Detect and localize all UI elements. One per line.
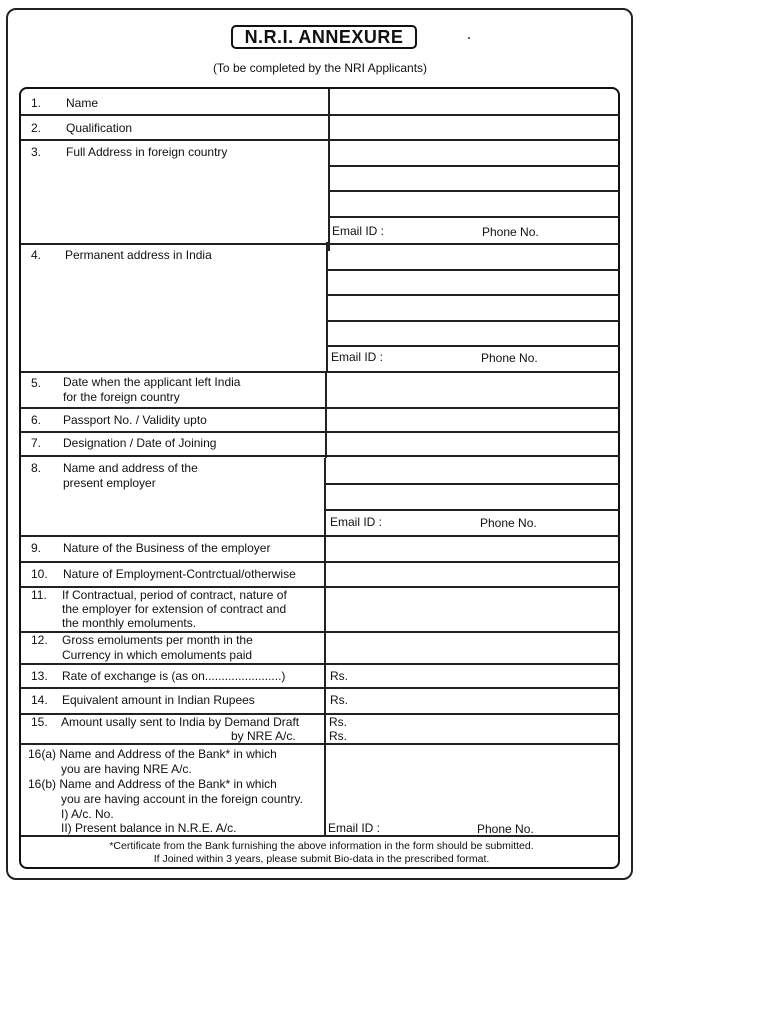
row-number: 14.: [31, 693, 48, 707]
row-number: 12.: [31, 633, 48, 647]
row-number: 10.: [31, 567, 48, 581]
email-label: Email ID :: [328, 821, 381, 835]
answer-line: [326, 320, 620, 322]
row-border: [21, 687, 620, 689]
answer-line: [326, 345, 620, 347]
row-number: 1.: [31, 96, 42, 110]
row-border: [21, 114, 620, 116]
column-divider: [325, 372, 327, 458]
row-border: [21, 663, 620, 665]
row-number: 15.: [31, 715, 48, 729]
row-number: 8.: [31, 461, 42, 475]
field-label-name: Name: [66, 96, 99, 110]
row-number: 5.: [31, 376, 42, 390]
field-label-bank-16a: 16(a) Name and Address of the Bank* in which: [28, 747, 277, 761]
answer-line: [324, 483, 620, 485]
row-number: 11.: [31, 588, 47, 602]
phone-label: Phone No.: [480, 516, 537, 530]
field-label-emoluments-1: Gross emoluments per month in the: [62, 633, 253, 647]
field-label-qualification: Qualification: [66, 121, 133, 135]
field-label-contract-3: the monthly emoluments.: [62, 616, 197, 630]
row-border: [21, 431, 620, 433]
field-label-bank-16b-2: you are having account in the foreign country.: [61, 792, 303, 806]
field-label-account-no: I) A/c. No.: [61, 807, 114, 821]
row-border: [21, 561, 620, 563]
field-label-inr-amount: Equivalent amount in Indian Rupees: [62, 693, 255, 707]
nri-form-table: [19, 87, 620, 869]
field-label-dd-amount-1: Amount usally sent to India by Demand Draft: [61, 715, 300, 729]
answer-line: [328, 165, 620, 167]
page-subtitle: (To be completed by the NRI Applicants): [212, 61, 428, 75]
page-title: N.R.I. ANNEXURE: [231, 25, 417, 49]
field-label-exchange-rate: Rate of exchange is (as on.......................): [62, 669, 286, 683]
row-border: [21, 139, 620, 141]
footer-note-1: *Certificate from the Bank furnishing the above information in the form should be submitted.: [109, 840, 534, 852]
field-label-business: Nature of the Business of the employer: [63, 541, 271, 555]
stray-mark: [468, 37, 470, 39]
column-divider: [326, 242, 328, 372]
row-border: [21, 407, 620, 409]
email-label: Email ID :: [330, 515, 383, 529]
field-label-contract-2: the employer for extension of contract and: [62, 602, 287, 616]
field-label-bank-16b: 16(b) Name and Address of the Bank* in which: [28, 777, 277, 791]
field-label-india-address: Permanent address in India: [65, 248, 212, 262]
field-label-dd-amount-2: by NRE A/c.: [231, 729, 296, 743]
phone-label: Phone No.: [482, 225, 539, 239]
row-number: 4.: [31, 248, 42, 262]
field-label-left-india-2: for the foreign country: [63, 390, 180, 404]
row-number: 3.: [31, 145, 42, 159]
column-divider: [324, 458, 326, 836]
answer-line: [326, 269, 620, 271]
field-label-employment-nature: Nature of Employment-Contrctual/otherwise: [63, 567, 296, 581]
rs-label: Rs.: [329, 729, 347, 743]
row-number: 7.: [31, 436, 42, 450]
row-number: 6.: [31, 413, 42, 427]
row-border: [21, 455, 620, 457]
email-label: Email ID :: [331, 350, 384, 364]
field-label-foreign-address: Full Address in foreign country: [66, 145, 228, 159]
row-border: [21, 743, 620, 745]
field-label-designation: Designation / Date of Joining: [63, 436, 217, 450]
field-label-contract-1: If Contractual, period of contract, nature of: [62, 588, 287, 602]
email-label: Email ID :: [332, 224, 385, 238]
field-label-present-balance: II) Present balance in N.R.E. A/c.: [61, 821, 237, 835]
answer-line: [328, 216, 620, 218]
rs-label: Rs.: [329, 715, 347, 729]
answer-line: [326, 294, 620, 296]
field-label-employer-2: present employer: [63, 476, 156, 490]
field-label-bank-16a-2: you are having NRE A/c.: [61, 762, 192, 776]
row-number: 2.: [31, 121, 42, 135]
row-number: 13.: [31, 669, 48, 683]
row-number: 9.: [31, 541, 42, 555]
field-label-left-india-1: Date when the applicant left India: [63, 375, 241, 389]
row-border: [21, 371, 620, 373]
field-label-emoluments-2: Currency in which emoluments paid: [62, 648, 253, 662]
row-border: [21, 535, 620, 537]
answer-line: [328, 190, 620, 192]
answer-line: [324, 509, 620, 511]
footer-note-2: If Joined within 3 years, please submit Bio-data in the prescribed format.: [153, 853, 490, 865]
field-label-employer-1: Name and address of the: [63, 461, 198, 475]
rs-label: Rs.: [330, 693, 348, 707]
field-label-passport: Passport No. / Validity upto: [63, 413, 207, 427]
phone-label: Phone No.: [481, 351, 538, 365]
row-border: [21, 243, 620, 245]
phone-label: Phone No.: [477, 822, 534, 836]
rs-label: Rs.: [330, 669, 348, 683]
